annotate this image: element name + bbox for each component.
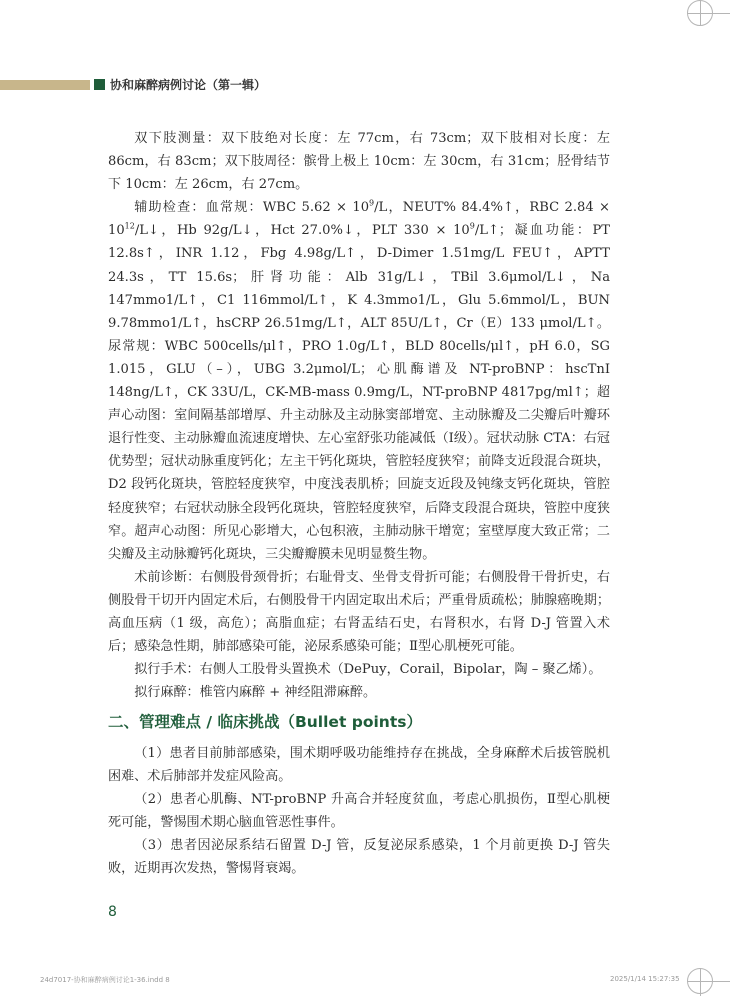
section-heading-challenges: 二、管理难点 / 临床挑战（Bullet points） (108, 713, 422, 731)
bullet-point-1: （1）患者目前肺部感染，围术期呼吸功能维持存在挑战，全身麻醉术后拔管脱机困难、术后肺部并发症风险高。 (108, 746, 610, 785)
superscript-rbc: 12 (124, 222, 135, 232)
superscript-plt: 9 (469, 222, 475, 232)
running-header-title: 协和麻醉病例讨论（第一辑） (110, 78, 267, 92)
exam-text-part-d: /L↑；凝血功能：PT 12.8s↑，INR 1.12，Fbg 4.98g/L↑，D-Dimer 1.51mg/L FEU↑，APTT 24.3s，TT 15.6s；肝肾功能：Alb 31g/L↓，TBil 3.6μmol/L↓，Na 147mmo1/L↑，C1 116mmol/L↑，K 4.3mmo1/L，Glu 5.6mmol/L，BUN 9.78mmo1/L↑，hsCRP 26.51mg/L↑，ALT 85U/L↑，Cr（E）133 μmol/L↑。尿常规：WBC 500cells/μl↑，PRO 1.0g/L↑，BLD 80cells/μl↑，pH 6.0，SG 1.015，GLU（–），UBG 3.2μmol/L；心肌酶谱及 NT-proBNP：hscTnI 148ng/L↑，CK 33U/L，CK-MB-mass 0.9mg/L，NT-proBNP 4817pg/ml↑；超声心动图：室间隔基部增厚、升主动脉及主动脉窦部增宽、主动脉瓣及二尖瓣后叶瓣环退行性变、主动脉瓣血流速度增快、左心室舒张功能减低（Ⅰ级）。冠状动脉 CTA：右冠优势型；冠状动脉重度钙化；左主干钙化斑块，管腔轻度狭窄；前降支近段混合斑块，D2 段钙化斑块，管腔轻度狭窄，中度浅表肌桥；回旋支近段及钝缘支钙化斑块，管腔轻度狭窄；右冠状动脉全段钙化斑块，管腔轻度狭窄，后降支段混合斑块，管腔中度狭窄。超声心动图：所见心影增大，心包积液，主肺动脉干增宽；室壁厚度大致正常；二尖瓣及主动脉瓣钙化斑块，三尖瓣瓣膜未见明显赘生物。 (108, 223, 611, 562)
print-slug-timestamp: 2025/1/14 15:27:35 (610, 975, 680, 983)
paragraph-lower-limb-measurement: 双下肢测量：双下肢绝对长度：左 77cm，右 73cm；双下肢相对长度：左 86cm，右 83cm；双下肢周径：髌骨上极上 10cm：左 30cm，右 31cm；胫骨结节下 10cm：左 26cm，右 27cm。 (108, 131, 610, 193)
exam-text-part-a: 辅助检查：血常规：WBC 5.62 × 10 (134, 200, 370, 216)
superscript-wbc: 9 (369, 198, 375, 208)
exam-text-part-c: /L↓，Hb 92g/L↓，Hct 27.0%↓，PLT 330 × 10 (134, 223, 470, 239)
bullet-points-list (108, 742, 610, 881)
header-square-icon (94, 79, 105, 90)
exam-text-part-b: /L，NEUT% 84.4%↑，RBC 2.84 × 10 (108, 200, 610, 239)
paragraph-planned-surgery: 拟行手术：右侧人工股骨头置换术（DePuy，Corail，Bipolar，陶 – 聚乙烯）。 (134, 662, 602, 678)
crop-line-bottom-right (687, 981, 730, 982)
paragraph-preop-diagnosis: 术前诊断：右侧股骨颈骨折；右耻骨支、坐骨支骨折可能；右侧股骨干骨折史，右侧股骨干切开内固定术后，右侧股骨干内固定取出术后；严重骨质疏松；肺腺癌晚期；高血压病（1 级，高危）；高脂血症；右肾盂结石史，右肾积水，右肾 D-J 管置入术后；感染急性期，肺部感染可能，泌尿系感染可能；Ⅱ型心肌梗死可能。 (108, 569, 610, 655)
print-slug-file: 24d7017-协和麻醉病例讨论1-36.indd 8 (40, 976, 170, 984)
page-number: 8 (108, 904, 117, 920)
crop-line-bottom (700, 968, 701, 996)
bullet-point-3: （3）患者因泌尿系结石留置 D-J 管，反复泌尿系感染，1 个月前更换 D-J 管失败，近期再次发热，警惕肾衰竭。 (108, 838, 610, 877)
paragraph-planned-anesthesia: 拟行麻醉：椎管内麻醉 + 神经阻滞麻醉。 (134, 685, 377, 701)
case-body-text (108, 127, 610, 704)
bullet-point-2: （2）患者心肌酶、NT-proBNP 升高合并轻度贫血，考虑心肌损伤，Ⅱ型心肌梗死可能，警惕围术期心脑血管恶性事件。 (108, 792, 610, 831)
paragraph-auxiliary-exam (108, 196, 610, 566)
crop-line-top-right (687, 13, 730, 14)
header-accent-bar (0, 80, 90, 90)
